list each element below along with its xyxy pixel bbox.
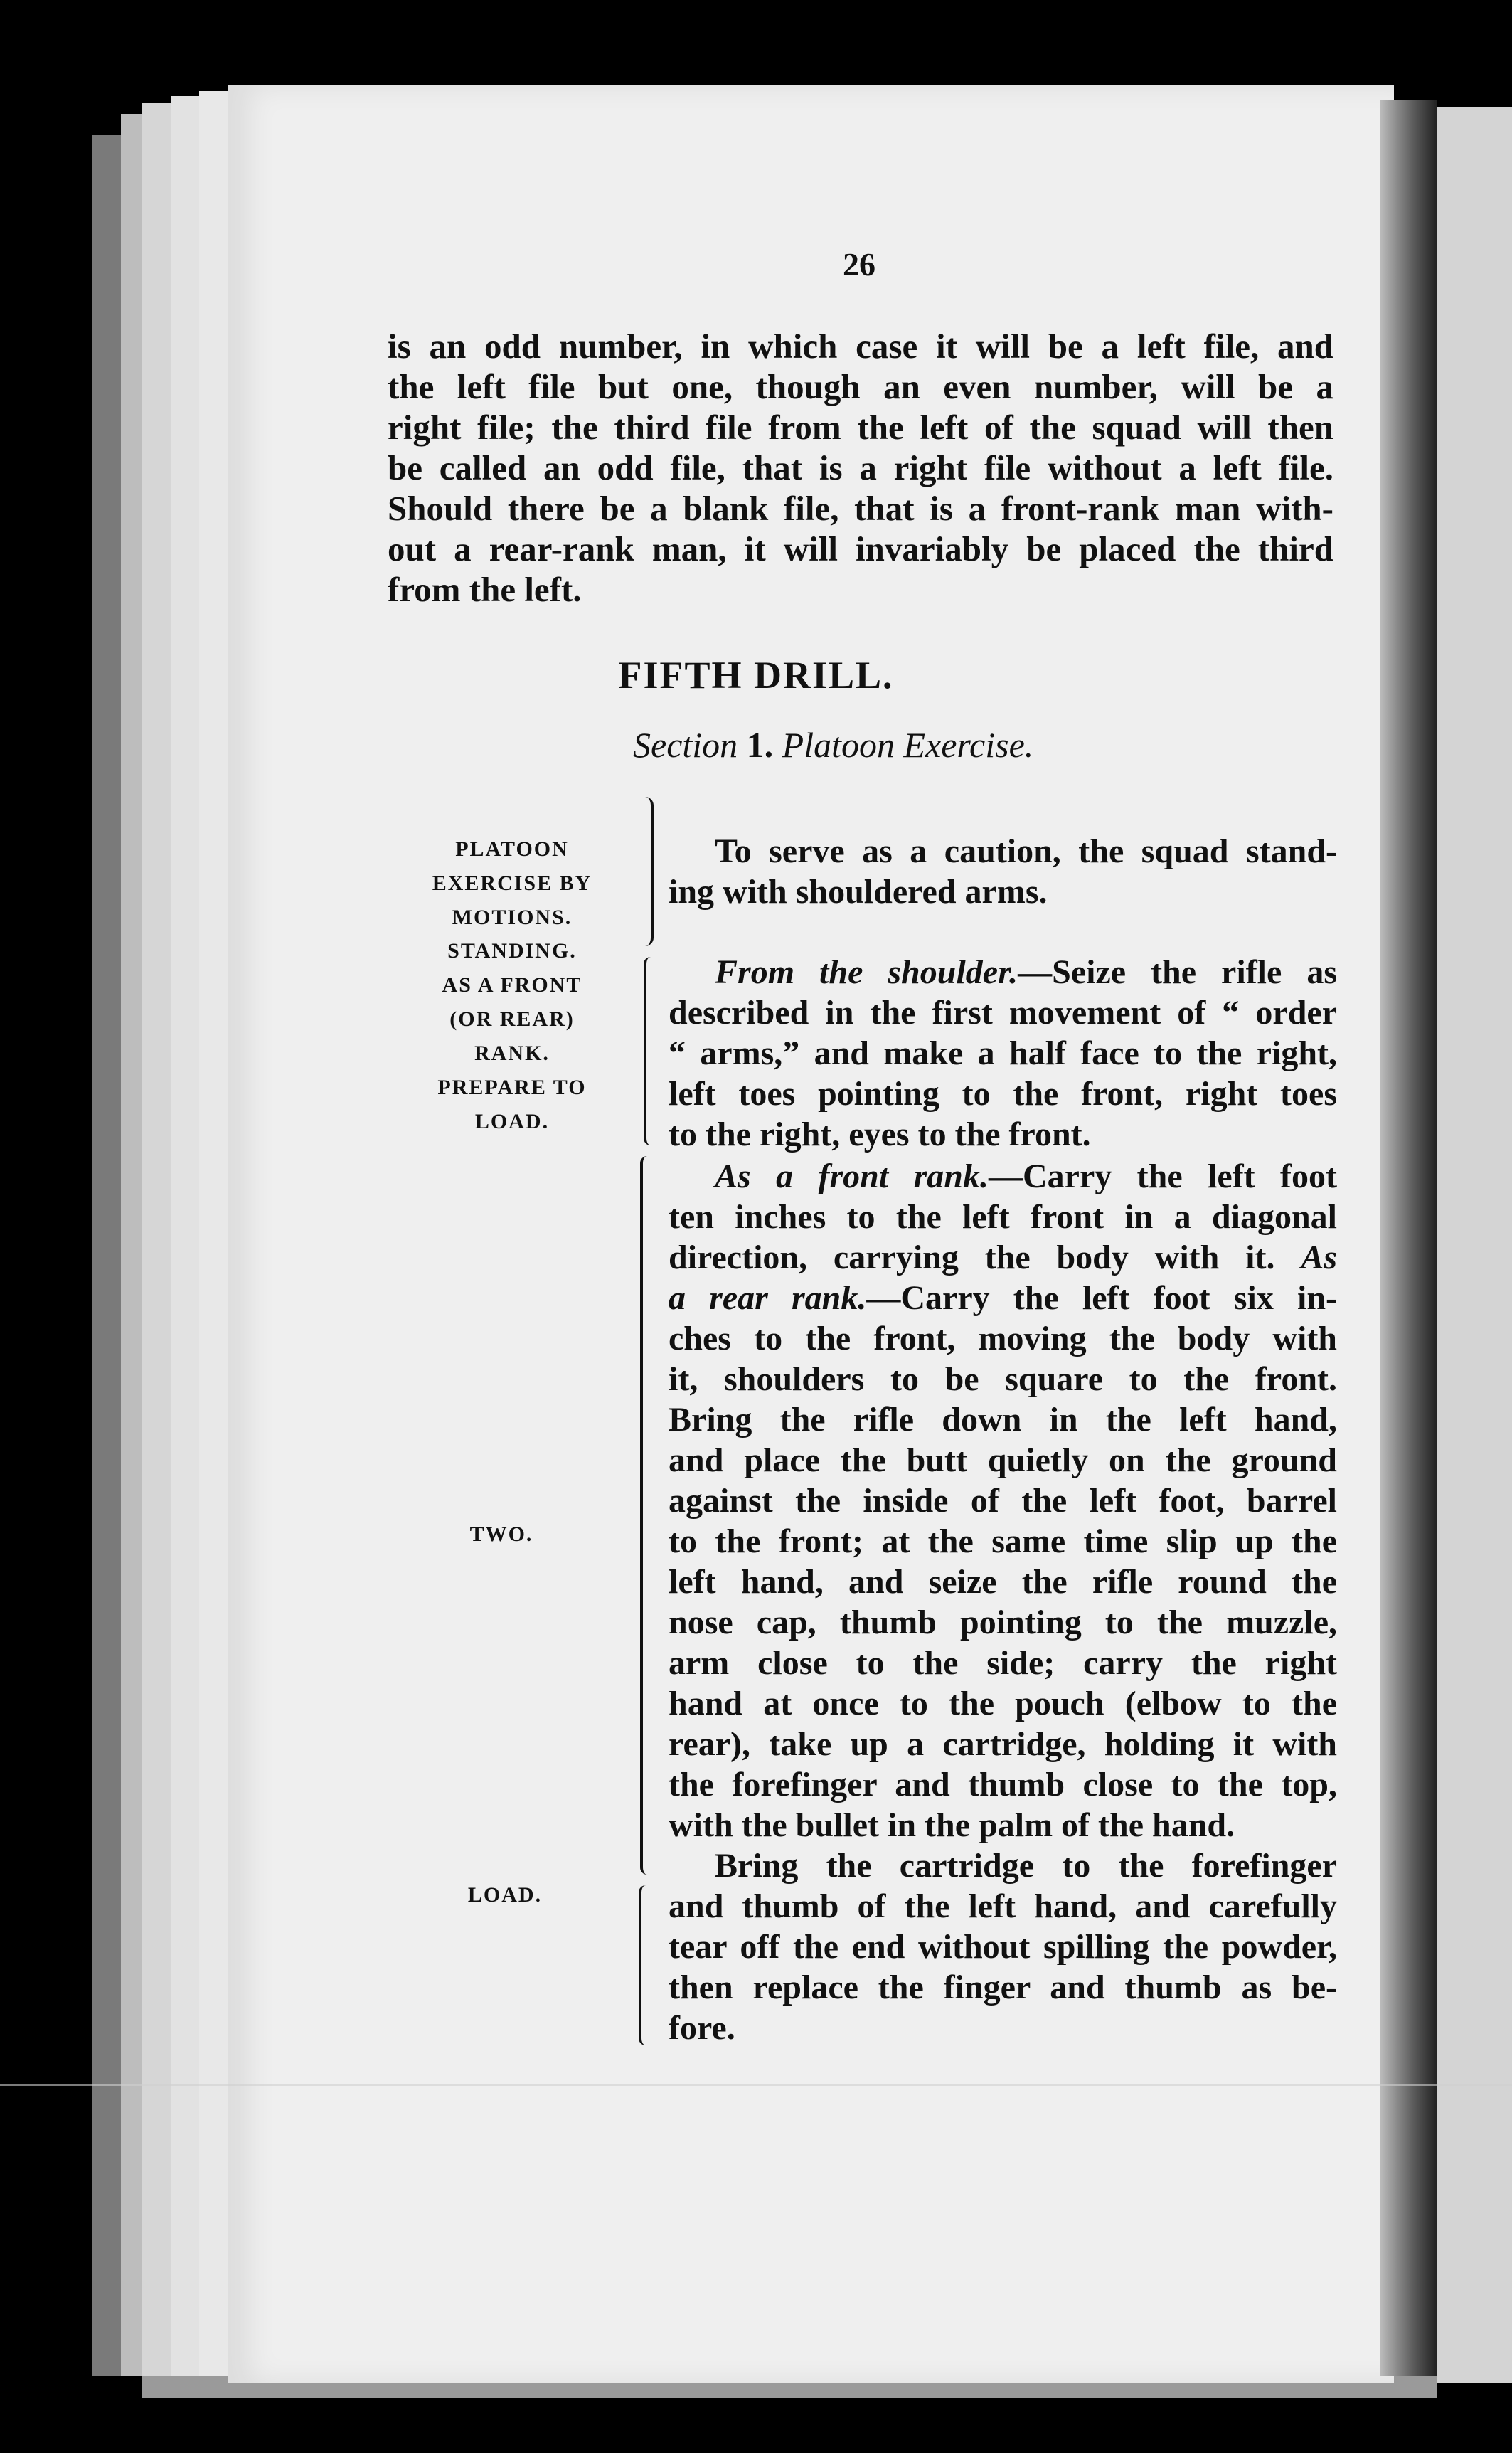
- text-line: “ arms,” and make a half face to the right,: [669, 1034, 1337, 1072]
- italic-lead: a rear rank.: [669, 1279, 867, 1317]
- text-run: —Seize the rifle as: [1018, 953, 1338, 991]
- load-paragraph: [669, 1845, 1337, 2048]
- margin-label-line: EXERCISE BY: [432, 871, 592, 895]
- two-paragraph: [669, 1156, 1337, 1845]
- margin-label-two: TWO.: [469, 1522, 533, 1546]
- curly-brace: [644, 957, 661, 1145]
- margin-label-line: AS A FRONT: [442, 973, 582, 997]
- text-line: and place the butt quietly on the ground: [669, 1441, 1337, 1479]
- book-gutter: [1380, 100, 1437, 2376]
- text-line: nose cap, thumb pointing to the muzzle,: [669, 1604, 1337, 1641]
- text-line: To serve as a caution, the squad stand-: [715, 832, 1337, 870]
- text-line: Should there be a blank file, that is a front-rank man with-: [388, 489, 1333, 528]
- text-line: left toes pointing to the front, right toes: [669, 1075, 1337, 1113]
- section-name: Platoon Exercise.: [782, 725, 1034, 765]
- text-line: [669, 1278, 1337, 1318]
- margin-label-line: LOAD.: [474, 1110, 550, 1133]
- text-line: [669, 1237, 1337, 1278]
- text-line: right file; the third file from the left of the squad will then: [388, 408, 1333, 447]
- page-number: 26: [843, 246, 875, 282]
- margin-label-line: PREPARE TO: [437, 1076, 587, 1099]
- text-line: the left file but one, though an even number, will be a: [388, 367, 1333, 406]
- italic-lead: As: [1301, 1239, 1337, 1276]
- text-run: —Carry the left foot six in-: [866, 1279, 1337, 1317]
- text-line: the forefinger and thumb close to the top,: [669, 1766, 1337, 1803]
- text-line: left hand, and seize the rifle round the: [669, 1563, 1337, 1601]
- text-line: it, shoulders to be square to the front.: [669, 1360, 1337, 1398]
- text-line: fore.: [669, 2009, 735, 2047]
- margin-label-prepare-to-load: [409, 934, 615, 1139]
- caution-paragraph: [669, 831, 1337, 912]
- italic-lead: From the shoulder.: [715, 953, 1018, 991]
- margin-label-load: LOAD.: [467, 1883, 543, 1907]
- text-line: and thumb of the left hand, and carefully: [669, 1887, 1337, 1925]
- section-number: 1.: [746, 725, 774, 765]
- text-line: [669, 952, 1337, 992]
- margin-label-line: STANDING.: [447, 939, 577, 963]
- scan-artifact-line: [0, 2084, 1512, 2086]
- text-line: from the left.: [388, 570, 582, 609]
- margin-label-line: MOTIONS.: [452, 906, 573, 929]
- section-title: [633, 724, 1033, 765]
- text-line: [669, 1156, 1337, 1197]
- prepare-paragraph: [669, 952, 1337, 1155]
- text-line: to the right, eyes to the front.: [669, 1116, 1091, 1153]
- text-line: hand at once to the pouch (elbow to the: [669, 1685, 1337, 1722]
- text-line: tear off the end without spilling the powder,: [669, 1928, 1337, 1966]
- margin-label-line: PLATOON: [455, 837, 569, 861]
- text-line: rear), take up a cartridge, holding it with: [669, 1725, 1337, 1763]
- text-line: ches to the front, moving the body with: [669, 1320, 1337, 1357]
- text-run: —Carry the left foot: [988, 1157, 1337, 1195]
- text-line: described in the first movement of “ order: [669, 994, 1337, 1032]
- intro-paragraph: [388, 326, 1333, 610]
- text-line: to the front; at the same time slip up the: [669, 1522, 1337, 1560]
- curly-brace: [639, 1885, 656, 2045]
- text-line: Bring the cartridge to the forefinger: [715, 1847, 1337, 1885]
- curly-brace: [640, 1156, 657, 1875]
- section-label: Section: [633, 725, 738, 765]
- text-line: with the bullet in the palm of the hand.: [669, 1806, 1235, 1844]
- margin-label-line: RANK.: [474, 1042, 550, 1065]
- text-line: then replace the finger and thumb as be-: [669, 1969, 1337, 2006]
- margin-label-platoon-exercise: [409, 832, 615, 935]
- text-line: ing with shouldered arms.: [669, 873, 1048, 911]
- facing-page-edge: [1437, 107, 1512, 2383]
- text-line: arm close to the side; carry the right: [669, 1644, 1337, 1682]
- margin-label-line: (OR REAR): [449, 1007, 575, 1031]
- text-line: out a rear-rank man, it will invariably be placed the third: [388, 529, 1333, 568]
- text-line: Bring the rifle down in the left hand,: [669, 1401, 1337, 1439]
- italic-lead: As a front rank.: [715, 1157, 989, 1195]
- drill-heading: FIFTH DRILL.: [618, 654, 894, 696]
- text-run: direction, carrying the body with it.: [669, 1239, 1275, 1276]
- text-line: be called an odd file, that is a right file without a left file.: [388, 448, 1333, 487]
- text-line: is an odd number, in which case it will be a left file, and: [388, 327, 1333, 366]
- text-line: ten inches to the left front in a diagonal: [669, 1198, 1337, 1236]
- curly-brace: [637, 797, 654, 946]
- text-line: against the inside of the left foot, barrel: [669, 1482, 1337, 1520]
